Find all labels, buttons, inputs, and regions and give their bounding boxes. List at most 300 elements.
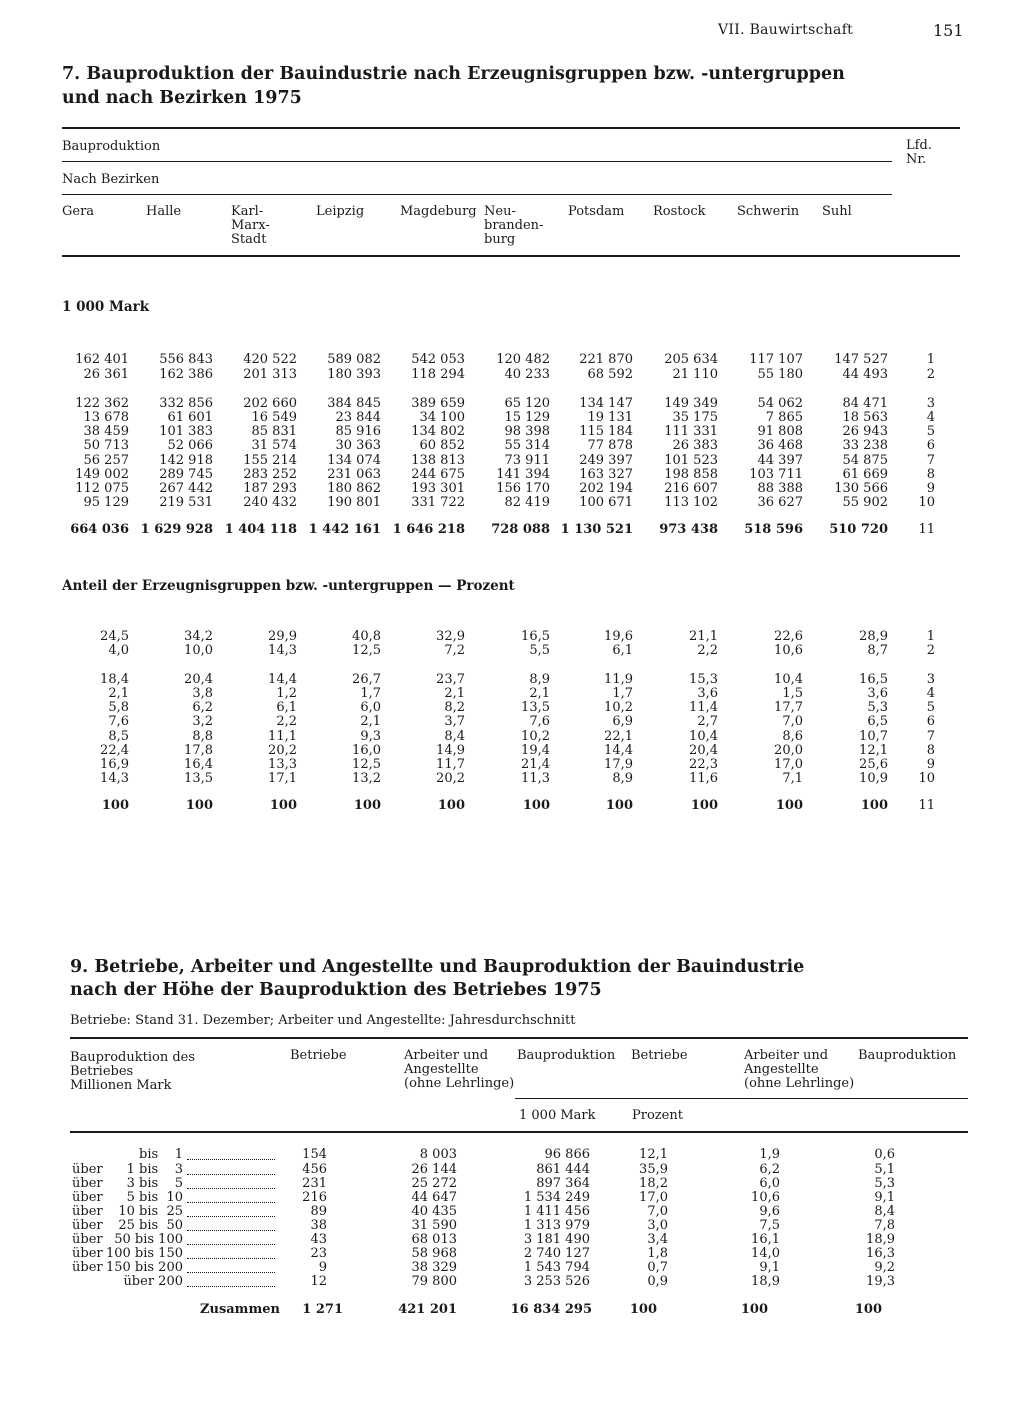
table7-pct-r10-c1: 13,5	[184, 771, 213, 786]
table7-abs-r10-c8: 36 627	[757, 495, 803, 510]
table9-r7-c3: 3,4	[647, 1232, 668, 1247]
table7-rule-3	[62, 194, 892, 195]
table7-pct-r3-c9: 16,5	[859, 672, 888, 687]
chapter-header: VII. Bauwirtschaft	[718, 22, 854, 38]
table7-pct-r1-c6: 19,6	[604, 629, 633, 644]
table7-pct-r10-c9: 10,9	[859, 771, 888, 786]
table7-pct-r1-c8: 22,6	[774, 629, 803, 644]
table7-col-header-3: Leipzig	[316, 204, 365, 219]
table9-r2-c5: 5,1	[874, 1162, 895, 1177]
table7-abs-r3-c5: 65 120	[504, 396, 550, 411]
table7-pct-r2-c2: 14,3	[268, 643, 297, 658]
table7-abs-r10-c9: 55 902	[842, 495, 888, 510]
table7-abs-r5-c7: 111 331	[664, 424, 718, 439]
table9-unit-left: 1 000 Mark	[519, 1108, 596, 1123]
table7-abs-r5-c8: 91 808	[757, 424, 803, 439]
table7-header-bottom-rule	[62, 255, 960, 257]
table7-pct-r8-c4: 14,9	[436, 743, 465, 758]
table7-abs-r1-c5: 120 482	[496, 352, 550, 367]
table7-col-header-8: Schwerin	[737, 204, 800, 219]
table7-pct-r5-nr: 5	[926, 700, 935, 715]
table7-abs-r1-c3: 589 082	[327, 352, 381, 367]
table7-abs-r8-c1: 289 745	[159, 467, 213, 482]
table7-pct-r2-c4: 7,2	[444, 643, 465, 658]
table7-abs-r8-c4: 244 675	[411, 467, 465, 482]
table7-abs-r6-c0: 50 713	[83, 438, 129, 453]
table7-col-header-5: Neu- branden- burg	[484, 204, 544, 247]
table7-pct-r10-nr: 10	[918, 771, 935, 786]
table9-r5-c2: 1 411 456	[523, 1204, 590, 1219]
table7-pct-r6-c3: 2,1	[360, 714, 381, 729]
table7-abs-r1-nr: 1	[926, 352, 935, 367]
table9-r5-c4: 9,6	[759, 1204, 780, 1219]
table7-abs-r5-c5: 98 398	[504, 424, 550, 439]
table9-r3-c2: 897 364	[536, 1176, 590, 1191]
table7-abs-r3-c3: 384 845	[327, 396, 381, 411]
table7-pct-r7-c6: 22,1	[604, 729, 633, 744]
table7-pct-r8-c7: 20,4	[689, 743, 718, 758]
table7-pct-r1-c4: 32,9	[436, 629, 465, 644]
table7-pct-total-c5: 100	[522, 798, 550, 813]
table7-pct-r5-c5: 13,5	[521, 700, 550, 715]
table7-pct-r2-c9: 8,7	[867, 643, 888, 658]
table7-abs-r4-c6: 19 131	[587, 410, 633, 425]
table7-abs-r4-c7: 35 175	[672, 410, 718, 425]
table7-abs-r5-c4: 134 802	[411, 424, 465, 439]
table9-r6-c4: 7,5	[759, 1218, 780, 1233]
table7-abs-r8-c9: 61 669	[842, 467, 888, 482]
table7-abs-r3-c4: 389 659	[411, 396, 465, 411]
table9-title-line2: nach der Höhe der Bauproduktion des Betriebes 1975	[70, 980, 602, 1000]
table9-r4-c1: 44 647	[411, 1190, 457, 1205]
table7-col-header-1: Halle	[146, 204, 182, 219]
table9-subtitle: Betriebe: Stand 31. Dezember; Arbeiter und Angestellte: Jahresdurchschnitt	[70, 1013, 576, 1028]
table7-pct-r10-c6: 8,9	[612, 771, 633, 786]
table9-total-label: Zusammen	[200, 1302, 280, 1317]
table7-abs-r9-c2: 187 293	[243, 481, 297, 496]
table7-pct-r4-c5: 2,1	[529, 686, 550, 701]
table7-abs-r6-c6: 77 878	[587, 438, 633, 453]
table7-abs-r4-c0: 13 678	[83, 410, 129, 425]
table7-pct-r7-c8: 8,6	[782, 729, 803, 744]
table9-r7-prefix: über	[72, 1232, 103, 1247]
table7-title-line1: 7. Bauproduktion der Bauindustrie nach Erzeugnisgruppen bzw. -untergruppen	[62, 64, 845, 84]
table9-r3-c0: 231	[302, 1176, 327, 1191]
table9-r5-c5: 8,4	[874, 1204, 895, 1219]
table9-r7-c0: 43	[310, 1232, 327, 1247]
table7-pct-r4-c8: 1,5	[782, 686, 803, 701]
table7-pct-r4-nr: 4	[926, 686, 935, 701]
table9-r3-c4: 6,0	[759, 1176, 780, 1191]
table9-col-header-4: Arbeiter und Angestellte (ohne Lehrlinge)	[744, 1048, 855, 1091]
table7-abs-r5-c1: 101 383	[159, 424, 213, 439]
table7-abs-total-c8: 518 596	[744, 522, 803, 537]
table7-abs-total-c2: 1 404 118	[224, 522, 297, 537]
table7-abs-r8-nr: 8	[926, 467, 935, 482]
table7-abs-r5-c2: 85 831	[251, 424, 297, 439]
table9-stub-header: Bauproduktion des Betriebes Millionen Mark	[70, 1050, 196, 1093]
table9-r6-leader-dots	[187, 1219, 275, 1231]
table9-r9-range: 150 bis 200	[105, 1260, 183, 1275]
table7-abs-r1-c8: 117 107	[749, 352, 803, 367]
table7-pct-total-c1: 100	[185, 798, 213, 813]
table7-abs-r10-c6: 100 671	[579, 495, 633, 510]
table7-pct-r5-c6: 10,2	[604, 700, 633, 715]
table7-pct-r9-c0: 16,9	[100, 757, 129, 772]
table7-abs-r5-c9: 26 943	[842, 424, 888, 439]
table7-pct-r10-c0: 14,3	[100, 771, 129, 786]
table7-abs-r5-c0: 38 459	[83, 424, 129, 439]
table9-r6-c3: 3,0	[647, 1218, 668, 1233]
table7-abs-r4-c5: 15 129	[504, 410, 550, 425]
table7-abs-r9-c5: 156 170	[496, 481, 550, 496]
table7-title-line2: und nach Bezirken 1975	[62, 88, 302, 108]
table7-abs-r10-c2: 240 432	[243, 495, 297, 510]
table7-pct-r4-c4: 2,1	[444, 686, 465, 701]
table7-pct-total-c2: 100	[269, 798, 297, 813]
table7-pct-r3-c7: 15,3	[689, 672, 718, 687]
table7-col-header-7: Rostock	[653, 204, 706, 219]
table7-abs-r7-c3: 134 074	[327, 453, 381, 468]
table7-pct-r1-c5: 16,5	[521, 629, 550, 644]
table7-abs-r3-c8: 54 062	[757, 396, 803, 411]
table9-r8-range: 100 bis 150	[105, 1246, 183, 1261]
table7-abs-r7-nr: 7	[926, 453, 935, 468]
table9-r7-c4: 16,1	[751, 1232, 780, 1247]
table7-rule-2	[62, 161, 892, 162]
table7-abs-r2-c2: 201 313	[243, 367, 297, 382]
table7-pct-r8-c6: 14,4	[604, 743, 633, 758]
table7-pct-r1-c7: 21,1	[689, 629, 718, 644]
table7-pct-r7-c1: 8,8	[192, 729, 213, 744]
table9-col-header-2: Bauproduktion	[517, 1048, 616, 1063]
table7-abs-r9-c0: 112 075	[75, 481, 129, 496]
table7-col-header-9: Suhl	[822, 204, 852, 219]
table7-pct-r8-c3: 16,0	[352, 743, 381, 758]
table7-pct-total-c7: 100	[690, 798, 718, 813]
table9-r1-leader-dots	[187, 1148, 275, 1160]
table7-pct-r5-c9: 5,3	[867, 700, 888, 715]
table7-abs-r1-c7: 205 634	[664, 352, 718, 367]
table7-abs-r9-nr: 9	[926, 481, 935, 496]
table7-pct-r7-c3: 9,3	[360, 729, 381, 744]
table7-abs-r6-c3: 30 363	[335, 438, 381, 453]
table7-abs-r6-nr: 6	[926, 438, 935, 453]
table7-pct-r2-c5: 5,5	[529, 643, 550, 658]
table7-abs-r3-c1: 332 856	[159, 396, 213, 411]
table9-r8-c0: 23	[310, 1246, 327, 1261]
table9-r4-c0: 216	[302, 1190, 327, 1205]
table7-abs-r9-c1: 267 442	[159, 481, 213, 496]
table9-r4-prefix: über	[72, 1190, 103, 1205]
table7-abs-r8-c6: 163 327	[579, 467, 633, 482]
table7-pct-r3-c6: 11,9	[604, 672, 633, 687]
table9-total-c5: 100	[854, 1302, 882, 1317]
table9-r1-range: bis 1	[139, 1147, 183, 1162]
table7-pct-r8-c1: 17,8	[184, 743, 213, 758]
table7-pct-r1-c9: 28,9	[859, 629, 888, 644]
table9-r7-c5: 18,9	[866, 1232, 895, 1247]
table9-r1-c3: 12,1	[639, 1147, 668, 1162]
table7-abs-r3-c9: 84 471	[842, 396, 888, 411]
table7-abs-r9-c9: 130 566	[834, 481, 888, 496]
table9-r8-c3: 1,8	[647, 1246, 668, 1261]
table7-pct-r3-nr: 3	[926, 672, 935, 687]
table9-r7-c2: 3 181 490	[523, 1232, 590, 1247]
table7-abs-r4-c4: 34 100	[419, 410, 465, 425]
table7-pct-r3-c0: 18,4	[100, 672, 129, 687]
table9-r9-c3: 0,7	[647, 1260, 668, 1275]
table7-header-bauproduktion: Bauproduktion	[62, 139, 161, 154]
table7-abs-r8-c5: 141 394	[496, 467, 550, 482]
table9-r5-c1: 40 435	[411, 1204, 457, 1219]
table9-total-c1: 421 201	[398, 1302, 457, 1317]
table7-abs-r7-c0: 56 257	[83, 453, 129, 468]
table7-abs-r7-c2: 155 214	[243, 453, 297, 468]
table7-pct-r1-c1: 34,2	[184, 629, 213, 644]
table9-r10-c5: 19,3	[866, 1274, 895, 1289]
table7-section-absolute-label: 1 000 Mark	[62, 299, 150, 315]
table7-pct-total-c0: 100	[101, 798, 129, 813]
table7-abs-r6-c8: 36 468	[757, 438, 803, 453]
table7-pct-r1-c2: 29,9	[268, 629, 297, 644]
table9-r10-c3: 0,9	[647, 1274, 668, 1289]
table7-pct-r2-c7: 2,2	[697, 643, 718, 658]
table9-r6-prefix: über	[72, 1218, 103, 1233]
table7-pct-r10-c7: 11,6	[689, 771, 718, 786]
table7-abs-r10-c7: 113 102	[664, 495, 718, 510]
table9-r10-c2: 3 253 526	[523, 1274, 590, 1289]
table7-abs-r1-c0: 162 401	[75, 352, 129, 367]
table7-abs-r9-c4: 193 301	[411, 481, 465, 496]
table9-unit-right: Prozent	[632, 1108, 683, 1123]
table7-abs-r1-c2: 420 522	[243, 352, 297, 367]
table7-pct-r9-c5: 21,4	[521, 757, 550, 772]
table7-abs-r8-c7: 198 858	[664, 467, 718, 482]
table7-abs-r2-c7: 21 110	[672, 367, 718, 382]
table7-top-rule	[62, 127, 960, 129]
table7-pct-r6-c2: 2,2	[276, 714, 297, 729]
table9-r6-c1: 31 590	[411, 1218, 457, 1233]
table7-abs-r9-c8: 88 388	[757, 481, 803, 496]
table9-r5-leader-dots	[187, 1205, 275, 1217]
table7-abs-r10-nr: 10	[918, 495, 935, 510]
table9-r10-range: über 200	[123, 1274, 183, 1289]
table9-r1-c0: 154	[302, 1147, 327, 1162]
table7-pct-r5-c1: 6,2	[192, 700, 213, 715]
table7-pct-r6-c6: 6,9	[612, 714, 633, 729]
table9-r8-c2: 2 740 127	[523, 1246, 590, 1261]
table7-pct-r9-c3: 12,5	[352, 757, 381, 772]
table7-pct-total-nr: 11	[918, 798, 935, 813]
table7-abs-r4-c9: 18 563	[842, 410, 888, 425]
table9-r2-range: 1 bis 3	[126, 1162, 183, 1177]
table9-r6-c0: 38	[310, 1218, 327, 1233]
table9-r3-leader-dots	[187, 1177, 275, 1189]
table7-abs-r10-c0: 95 129	[83, 495, 129, 510]
table7-abs-r8-c2: 283 252	[243, 467, 297, 482]
table7-abs-r5-c3: 85 916	[335, 424, 381, 439]
table9-r10-leader-dots	[187, 1275, 275, 1287]
table7-pct-r9-c6: 17,9	[604, 757, 633, 772]
table9-r4-c2: 1 534 249	[523, 1190, 590, 1205]
table7-col-header-0: Gera	[62, 204, 95, 219]
table7-pct-r3-c2: 14,4	[268, 672, 297, 687]
table7-abs-r6-c2: 31 574	[251, 438, 297, 453]
table9-r3-c1: 25 272	[411, 1176, 457, 1191]
table9-r8-leader-dots	[187, 1247, 275, 1259]
table7-pct-r9-c8: 17,0	[774, 757, 803, 772]
table7-abs-r2-c3: 180 393	[327, 367, 381, 382]
table9-r3-range: 3 bis 5	[126, 1176, 183, 1191]
table7-pct-r6-c4: 3,7	[444, 714, 465, 729]
table7-pct-r6-nr: 6	[926, 714, 935, 729]
table7-pct-r5-c4: 8,2	[444, 700, 465, 715]
table7-abs-total-c1: 1 629 928	[140, 522, 213, 537]
table7-pct-r3-c8: 10,4	[774, 672, 803, 687]
table9-r7-leader-dots	[187, 1233, 275, 1245]
table7-abs-total-c3: 1 442 161	[308, 522, 381, 537]
table7-abs-r5-c6: 115 184	[579, 424, 633, 439]
table9-r9-prefix: über	[72, 1260, 103, 1275]
table7-pct-r9-c9: 25,6	[859, 757, 888, 772]
table7-abs-r7-c7: 101 523	[664, 453, 718, 468]
table7-abs-r8-c0: 149 002	[75, 467, 129, 482]
table9-r9-c1: 38 329	[411, 1260, 457, 1275]
table7-pct-r6-c9: 6,5	[867, 714, 888, 729]
table7-pct-r4-c6: 1,7	[612, 686, 633, 701]
table7-pct-r8-c2: 20,2	[268, 743, 297, 758]
table7-pct-r5-c7: 11,4	[689, 700, 718, 715]
table7-pct-r5-c2: 6,1	[276, 700, 297, 715]
table7-abs-r2-c4: 118 294	[411, 367, 465, 382]
table7-abs-r6-c9: 33 238	[842, 438, 888, 453]
table9-r8-c1: 58 968	[411, 1246, 457, 1261]
table7-abs-r8-c8: 103 711	[749, 467, 803, 482]
table9-total-c3: 100	[629, 1302, 657, 1317]
table7-pct-r7-c0: 8,5	[108, 729, 129, 744]
table7-pct-r10-c2: 17,1	[268, 771, 297, 786]
table7-pct-r3-c4: 23,7	[436, 672, 465, 687]
table7-pct-total-c4: 100	[437, 798, 465, 813]
table9-unit-rule	[515, 1098, 968, 1099]
table7-pct-r5-c8: 17,7	[774, 700, 803, 715]
table7-abs-r2-c0: 26 361	[83, 367, 129, 382]
table7-pct-total-c8: 100	[775, 798, 803, 813]
table7-abs-r8-c3: 231 063	[327, 467, 381, 482]
table7-abs-r9-c6: 202 194	[579, 481, 633, 496]
table7-pct-r9-c4: 11,7	[436, 757, 465, 772]
table7-pct-r9-c2: 13,3	[268, 757, 297, 772]
table7-abs-r7-c9: 54 875	[842, 453, 888, 468]
table9-r7-range: 50 bis 100	[114, 1232, 183, 1247]
table7-pct-r3-c5: 8,9	[529, 672, 550, 687]
table7-pct-r2-c8: 10,6	[774, 643, 803, 658]
table7-pct-r9-c1: 16,4	[184, 757, 213, 772]
table7-pct-r4-c0: 2,1	[108, 686, 129, 701]
table7-pct-r8-c5: 19,4	[521, 743, 550, 758]
table9-r1-c1: 8 003	[419, 1147, 457, 1162]
table7-abs-r2-c1: 162 386	[159, 367, 213, 382]
table7-pct-r7-c2: 11,1	[268, 729, 297, 744]
table7-abs-r2-c9: 44 493	[842, 367, 888, 382]
table7-pct-r2-nr: 2	[926, 643, 935, 658]
table9-r10-c1: 79 800	[411, 1274, 457, 1289]
table7-pct-r10-c4: 20,2	[436, 771, 465, 786]
table7-abs-r2-c5: 40 233	[504, 367, 550, 382]
table7-col-header-2: Karl- Marx- Stadt	[231, 204, 270, 247]
table9-title-line1: 9. Betriebe, Arbeiter und Angestellte und Bauproduktion der Bauindustrie	[70, 957, 805, 977]
table7-abs-total-nr: 11	[918, 522, 935, 537]
table7-pct-r2-c1: 10,0	[184, 643, 213, 658]
table7-pct-r4-c7: 3,6	[697, 686, 718, 701]
table9-r6-range: 25 bis 50	[118, 1218, 183, 1233]
table7-abs-r6-c1: 52 066	[167, 438, 213, 453]
table9-r1-c2: 96 866	[544, 1147, 590, 1162]
page-number: 151	[933, 21, 964, 40]
table7-abs-r1-c6: 221 870	[579, 352, 633, 367]
table9-col-header-0: Betriebe	[290, 1048, 347, 1063]
table7-pct-r7-nr: 7	[926, 729, 935, 744]
table7-abs-r3-c2: 202 660	[243, 396, 297, 411]
table7-pct-r2-c0: 4,0	[108, 643, 129, 658]
table7-abs-r3-c6: 134 147	[579, 396, 633, 411]
table7-abs-r10-c4: 331 722	[411, 495, 465, 510]
table7-pct-total-c6: 100	[605, 798, 633, 813]
table9-r2-leader-dots	[187, 1163, 275, 1175]
table9-r5-range: 10 bis 25	[118, 1204, 183, 1219]
table9-r2-c4: 6,2	[759, 1162, 780, 1177]
table9-r4-c3: 17,0	[639, 1190, 668, 1205]
table7-abs-r10-c3: 190 801	[327, 495, 381, 510]
table9-r10-c4: 18,9	[751, 1274, 780, 1289]
table7-pct-r2-c3: 12,5	[352, 643, 381, 658]
table7-pct-r6-c0: 7,6	[108, 714, 129, 729]
table7-pct-r5-c3: 6,0	[360, 700, 381, 715]
table7-abs-total-c6: 1 130 521	[560, 522, 633, 537]
table7-abs-total-c9: 510 720	[829, 522, 888, 537]
table7-pct-r10-c3: 13,2	[352, 771, 381, 786]
table7-pct-total-c3: 100	[353, 798, 381, 813]
table9-r5-c3: 7,0	[647, 1204, 668, 1219]
table7-pct-r4-c9: 3,6	[867, 686, 888, 701]
table7-pct-r4-c2: 1,2	[276, 686, 297, 701]
table7-pct-r8-c9: 12,1	[859, 743, 888, 758]
table9-r8-c4: 14,0	[751, 1246, 780, 1261]
table7-abs-r1-c4: 542 053	[411, 352, 465, 367]
table7-pct-r8-c8: 20,0	[774, 743, 803, 758]
table9-r7-c1: 68 013	[411, 1232, 457, 1247]
table7-abs-r5-nr: 5	[926, 424, 935, 439]
table7-pct-r3-c3: 26,7	[352, 672, 381, 687]
table7-pct-r6-c5: 7,6	[529, 714, 550, 729]
table7-abs-r2-nr: 2	[926, 367, 935, 382]
table7-pct-r2-c6: 6,1	[612, 643, 633, 658]
table9-r5-c0: 89	[310, 1204, 327, 1219]
table7-abs-r7-c4: 138 813	[411, 453, 465, 468]
table7-abs-total-c4: 1 646 218	[392, 522, 465, 537]
table9-r8-c5: 16,3	[866, 1246, 895, 1261]
table7-abs-r2-c6: 68 592	[587, 367, 633, 382]
table7-abs-r1-c1: 556 843	[159, 352, 213, 367]
table7-abs-r6-c4: 60 852	[419, 438, 465, 453]
table9-total-c4: 100	[740, 1302, 768, 1317]
table7-abs-r4-c8: 7 865	[765, 410, 803, 425]
table7-abs-r4-c1: 61 601	[167, 410, 213, 425]
table7-abs-total-c7: 973 438	[659, 522, 718, 537]
table9-r2-c0: 456	[302, 1162, 327, 1177]
table7-pct-r7-c5: 10,2	[521, 729, 550, 744]
